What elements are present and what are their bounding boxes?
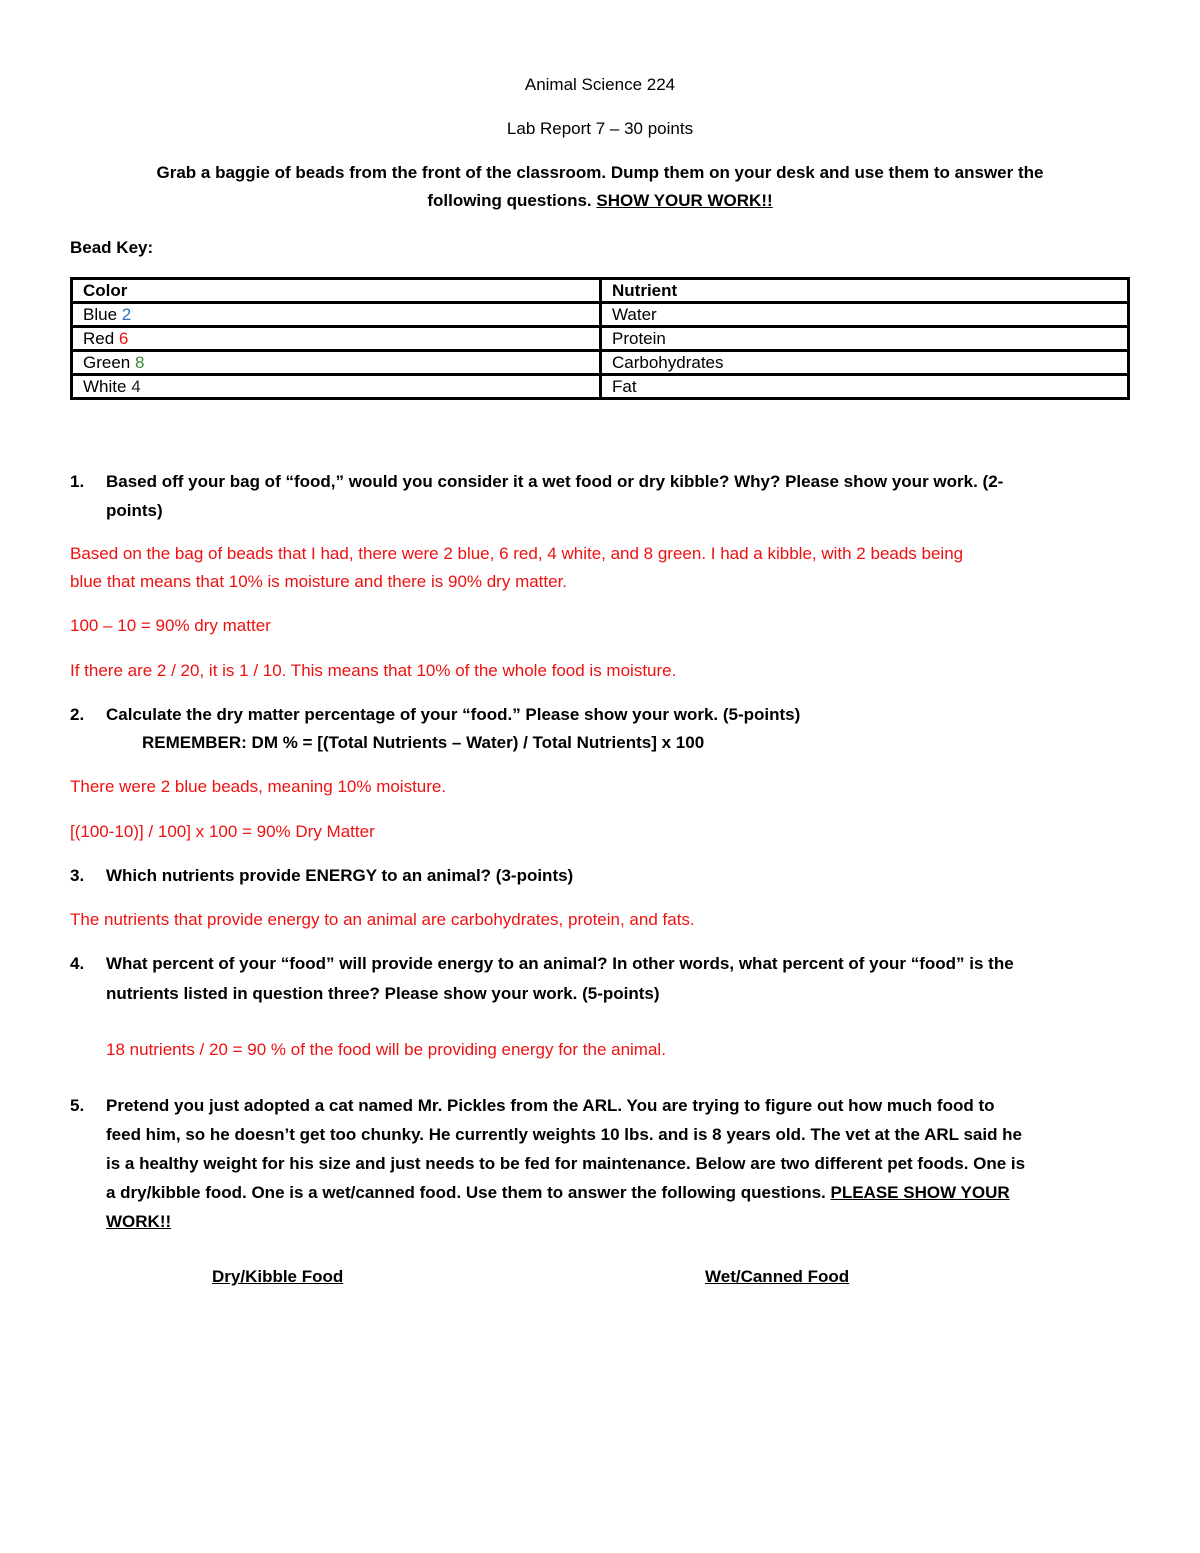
header-color: Color — [72, 279, 601, 303]
answer-1-line-2: blue that means that 10% is moisture and there is 90% dry matter. — [70, 572, 568, 591]
course-title: Animal Science 224 — [524, 75, 676, 94]
nutrient-cell: Water — [601, 303, 1129, 327]
question-5-line-2: feed him, so he doesn’t get too chunky. He currently weights 10 lbs. and is 8 years old. The vet at the ARL said he — [106, 1125, 1023, 1144]
nutrient-cell: Protein — [601, 327, 1129, 351]
question-5-line-1: Pretend you just adopted a cat named Mr. Pickles from the ARL. You are trying to figure out how much food to — [106, 1096, 995, 1115]
bead-key-label: Bead Key: — [70, 238, 154, 257]
question-2-line-1: Calculate the dry matter percentage of your “food.” Please show your work. (5-points) — [106, 705, 801, 724]
answer-3: The nutrients that provide energy to an animal are carbohydrates, protein, and fats. — [70, 910, 695, 929]
answer-2-line-1: There were 2 blue beads, meaning 10% moisture. — [70, 777, 447, 796]
question-4-line-2: nutrients listed in question three? Please show your work. (5-points) — [106, 984, 660, 1003]
answer-1-line-1: Based on the bag of beads that I had, there were 2 blue, 6 red, 4 white, and 8 green. I had a kibble, with 2 beads being — [70, 544, 964, 563]
table-row — [72, 303, 1129, 327]
question-1-number: 1. — [70, 472, 85, 491]
answer-1-line-3: If there are 2 / 20, it is 1 / 10. This means that 10% of the whole food is moisture. — [70, 661, 677, 680]
question-4-number: 4. — [70, 954, 85, 973]
bead-key-table — [70, 277, 1130, 400]
question-2-number: 2. — [70, 705, 85, 724]
bead-count: 6 — [118, 329, 129, 348]
question-4-line-1: What percent of your “food” will provide energy to an animal? In other words, what percent of your “food” is the — [106, 954, 1014, 973]
color-name: Blue — [83, 305, 118, 324]
instruction-line-2-text: following questions. — [427, 191, 597, 210]
color-name: Green — [83, 353, 131, 372]
bead-count: 2 — [121, 305, 132, 324]
lab-title: Lab Report 7 – 30 points — [506, 119, 694, 138]
answer-4: 18 nutrients / 20 = 90 % of the food will be providing energy for the animal. — [106, 1040, 666, 1059]
wet-food-heading: Wet/Canned Food — [705, 1267, 850, 1286]
color-cell — [72, 303, 601, 327]
question-5-line-4-text: a dry/kibble food. One is a wet/canned food. Use them to answer the following questions. — [106, 1183, 831, 1202]
header-nutrient: Nutrient — [601, 279, 1129, 303]
table-header-row — [72, 279, 1129, 303]
dry-food-heading: Dry/Kibble Food — [212, 1267, 344, 1286]
please-show-work-emphasis: PLEASE SHOW YOUR — [830, 1183, 1010, 1202]
nutrient-cell: Carbohydrates — [601, 351, 1129, 375]
bead-count: 8 — [134, 353, 145, 372]
table-row — [72, 327, 1129, 351]
color-name: White — [83, 377, 127, 396]
color-cell — [72, 351, 601, 375]
show-your-work-emphasis: SHOW YOUR WORK!! — [596, 191, 773, 210]
question-3-number: 3. — [70, 866, 85, 885]
dm-formula-reminder: REMEMBER: DM % = [(Total Nutrients – Water) / Total Nutrients] x 100 — [142, 733, 705, 752]
instruction-line-1: Grab a baggie of beads from the front of the classroom. Dump them on your desk and use them to answer the — [156, 163, 1044, 182]
color-cell — [72, 375, 601, 399]
question-3-line-1: Which nutrients provide ENERGY to an animal? (3-points) — [106, 866, 574, 885]
question-5-line-5: WORK!! — [106, 1212, 172, 1231]
instruction-line-2 — [0, 190, 1200, 212]
table-row — [72, 375, 1129, 399]
answer-2-calculation: [(100-10)] / 100] x 100 = 90% Dry Matter — [70, 822, 375, 841]
table-row — [72, 351, 1129, 375]
question-5-line-4 — [106, 1179, 1010, 1207]
question-5-number: 5. — [70, 1096, 85, 1115]
question-5-line-3: is a healthy weight for his size and just needs to be fed for maintenance. Below are two different pet foods. One is — [106, 1154, 1026, 1173]
nutrient-cell: Fat — [601, 375, 1129, 399]
question-1-line-2: points) — [106, 501, 163, 520]
question-1-line-1: Based off your bag of “food,” would you consider it a wet food or dry kibble? Why? Please show your work. (2- — [106, 472, 1004, 491]
color-cell — [72, 327, 601, 351]
answer-1-calculation: 100 – 10 = 90% dry matter — [70, 616, 271, 635]
color-name: Red — [83, 329, 115, 348]
bead-count: 4 — [131, 377, 141, 396]
